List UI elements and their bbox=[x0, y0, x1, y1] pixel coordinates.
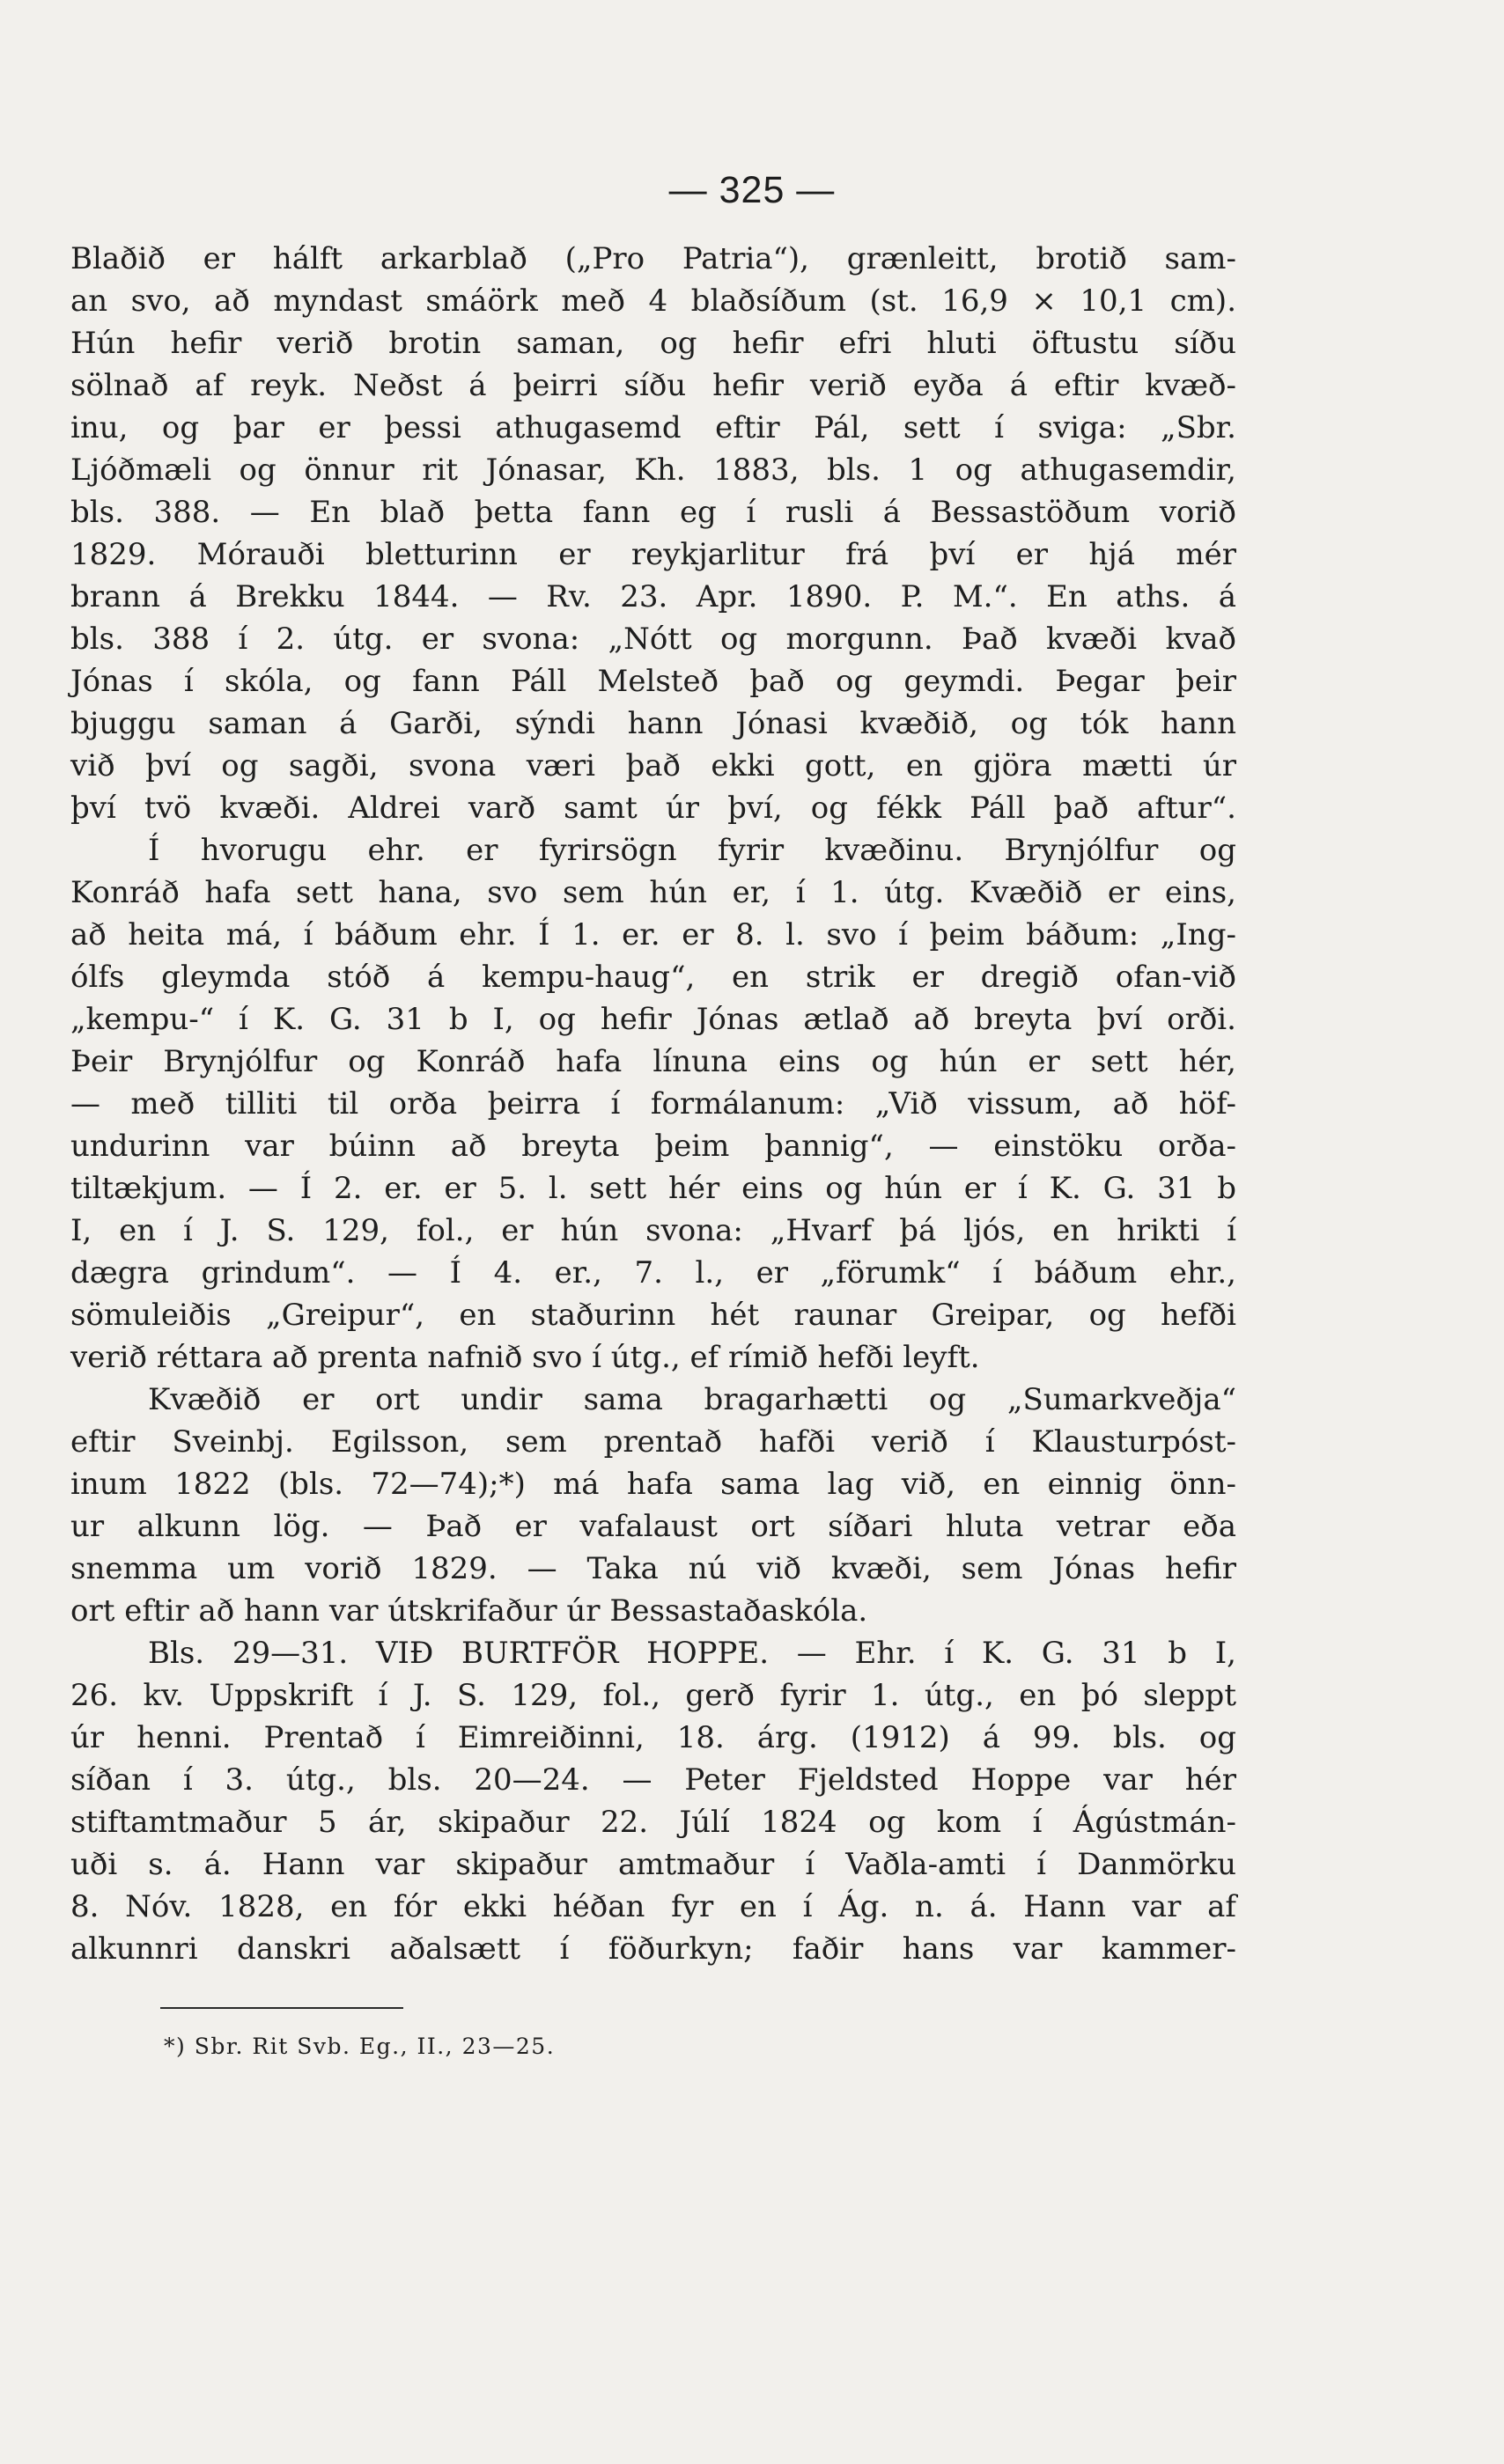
text-line: síðan í 3. útg., bls. 20—24. — Peter Fjeldsted Hoppe var hér bbox=[70, 1762, 1236, 1798]
text-line: ort eftir að hann var útskrifaður úr Bessastaðaskóla. bbox=[70, 1593, 868, 1629]
text-line: bls. 388 í 2. útg. er svona: „Nótt og morgunn. Það kvæði kvað bbox=[70, 622, 1236, 657]
text-line: snemma um vorið 1829. — Taka nú við kvæði, sem Jónas hefir bbox=[70, 1551, 1236, 1586]
text-line: — með tilliti til orða þeirra í formálanum: „Við vissum, að höf- bbox=[70, 1086, 1236, 1122]
text-line: sölnað af reyk. Neðst á þeirri síðu hefir verið eyða á eftir kvæð- bbox=[70, 368, 1236, 403]
text-line: „kempu-“ í K. G. 31 b I, og hefir Jónas ætlað að breyta því orði. bbox=[70, 1002, 1236, 1037]
text-line: Jónas í skóla, og fann Páll Melsteð það og geymdi. Þegar þeir bbox=[70, 664, 1236, 699]
text-line: að heita má, í báðum ehr. Í 1. er. er 8. l. svo í þeim báðum: „Ing- bbox=[70, 917, 1236, 953]
text-line: verið réttara að prenta nafnið svo í útg., ef rímið hefði leyft. bbox=[70, 1340, 980, 1375]
text-line: Bls. 29—31. VIÐ BURTFÖR HOPPE. — Ehr. í K. G. 31 b I, bbox=[148, 1636, 1236, 1671]
text-line: 1829. Mórauði bletturinn er reykjarlitur frá því er hjá mér bbox=[70, 537, 1236, 572]
text-line: alkunnri danskri aðalsætt í föðurkyn; faðir hans var kammer- bbox=[70, 1931, 1236, 1967]
text-line: Kvæðið er ort undir sama bragarhætti og „Sumarkveðja“ bbox=[148, 1382, 1236, 1417]
text-line: ur alkunn lög. — Það er vafalaust ort síðari hluta vetrar eða bbox=[70, 1509, 1236, 1544]
text-line: sömuleiðis „Greipur“, en staðurinn hét raunar Greipar, og hefði bbox=[70, 1298, 1236, 1333]
footnote: *) Sbr. Rit Svb. Eg., II., 23—25. bbox=[164, 2034, 556, 2059]
page-number: — 325 — bbox=[668, 169, 836, 211]
text-line: brann á Brekku 1844. — Rv. 23. Apr. 1890. P. M.“. En aths. á bbox=[70, 579, 1236, 614]
text-line: bls. 388. — En blað þetta fann eg í rusli á Bessastöðum vorið bbox=[70, 495, 1236, 530]
text-line: 8. Nóv. 1828, en fór ekki héðan fyr en í Ág. n. á. Hann var af bbox=[70, 1889, 1236, 1924]
text-line: því tvö kvæði. Aldrei varð samt úr því, og fékk Páll það aftur“. bbox=[70, 791, 1236, 826]
text-line: inum 1822 (bls. 72—74);*) má hafa sama lag við, en einnig önn- bbox=[70, 1467, 1236, 1502]
text-line: bjuggu saman á Garði, sýndi hann Jónasi kvæðið, og tók hann bbox=[70, 706, 1236, 741]
text-line: Ljóðmæli og önnur rit Jónasar, Kh. 1883, bls. 1 og athugasemdir, bbox=[70, 452, 1236, 488]
text-line: ólfs gleymda stóð á kempu-haug“, en strik er dregið ofan-við bbox=[70, 960, 1236, 995]
text-line: Blaðið er hálft arkarblað („Pro Patria“), grænleitt, brotið sam- bbox=[70, 241, 1236, 276]
text-line: Þeir Brynjólfur og Konráð hafa línuna eins og hún er sett hér, bbox=[70, 1044, 1236, 1079]
text-line: stiftamtmaður 5 ár, skipaður 22. Júlí 1824 og kom í Ágústmán- bbox=[70, 1805, 1236, 1840]
body-text bbox=[70, 238, 1236, 1970]
text-line: Hún hefir verið brotin saman, og hefir efri hluti öftustu síðu bbox=[70, 326, 1236, 361]
text-line: eftir Sveinbj. Egilsson, sem prentað hafði verið í Klausturpóst- bbox=[70, 1424, 1236, 1460]
text-line: 26. kv. Uppskrift í J. S. 129, fol., gerð fyrir 1. útg., en þó sleppt bbox=[70, 1678, 1236, 1713]
footnote-divider bbox=[160, 2007, 403, 2009]
text-line: inu, og þar er þessi athugasemd eftir Pál, sett í sviga: „Sbr. bbox=[70, 410, 1236, 445]
text-line: Í hvorugu ehr. er fyrirsögn fyrir kvæðinu. Brynjólfur og bbox=[148, 833, 1236, 868]
text-line: uði s. á. Hann var skipaður amtmaður í Vaðla-amti í Danmörku bbox=[70, 1847, 1236, 1882]
text-line: tiltækjum. — Í 2. er. er 5. l. sett hér eins og hún er í K. G. 31 b bbox=[70, 1171, 1236, 1206]
text-line: I, en í J. S. 129, fol., er hún svona: „Hvarf þá ljós, en hrikti í bbox=[70, 1213, 1236, 1248]
text-line: við því og sagði, svona væri það ekki gott, en gjöra mætti úr bbox=[70, 748, 1236, 783]
text-line: an svo, að myndast smáörk með 4 blaðsíðum (st. 16,9 × 10,1 cm). bbox=[70, 283, 1236, 319]
text-line: Konráð hafa sett hana, svo sem hún er, í 1. útg. Kvæðið er eins, bbox=[70, 875, 1236, 910]
text-line: úr henni. Prentað í Eimreiðinni, 18. árg. (1912) á 99. bls. og bbox=[70, 1720, 1236, 1755]
text-line: undurinn var búinn að breyta þeim þannig“, — einstöku orða- bbox=[70, 1129, 1236, 1164]
text-line: dægra grindum“. — Í 4. er., 7. l., er „förumk“ í báðum ehr., bbox=[70, 1255, 1236, 1291]
